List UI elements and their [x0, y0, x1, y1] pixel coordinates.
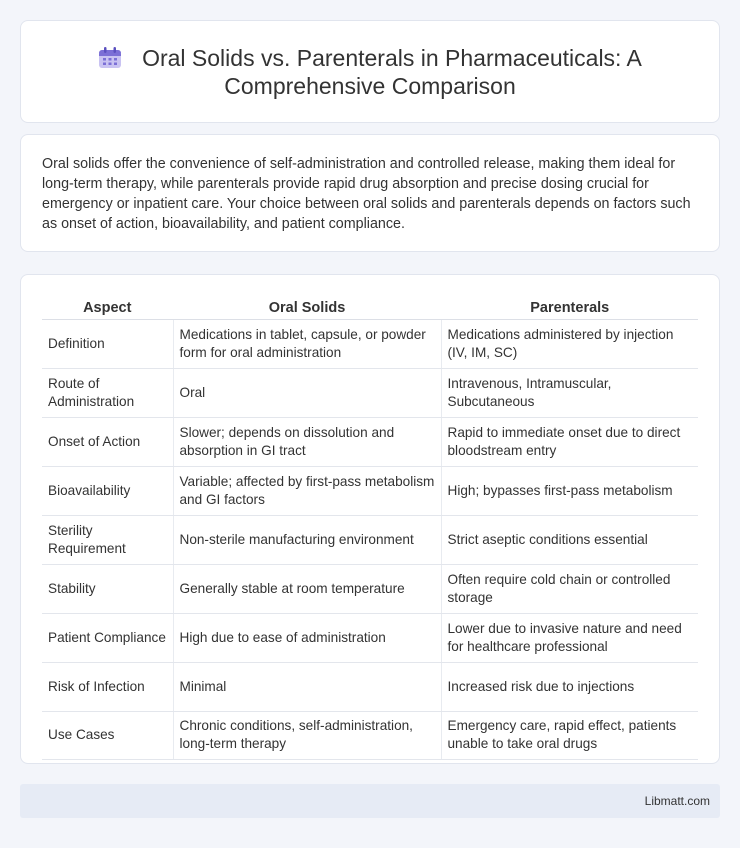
aspect-cell: Risk of Infection [42, 662, 173, 711]
parenterals-cell: Emergency care, rapid effect, patients unable to take oral drugs [441, 711, 698, 759]
parenterals-cell: Lower due to invasive nature and need for healthcare professional [441, 613, 698, 662]
parenterals-cell: Strict aseptic conditions essential [441, 515, 698, 564]
parenterals-cell: Intravenous, Intramuscular, Subcutaneous [441, 368, 698, 417]
header-oral-solids: Oral Solids [173, 297, 441, 319]
parenterals-cell: Increased risk due to injections [441, 662, 698, 711]
aspect-cell: Bioavailability [42, 466, 173, 515]
aspect-cell: Stability [42, 564, 173, 613]
table-row [42, 711, 698, 759]
aspect-cell: Sterility Requirement [42, 515, 173, 564]
oral-solids-cell: Slower; depends on dissolution and absorption in GI tract [173, 417, 441, 466]
table-row [42, 466, 698, 515]
footer-brand-link[interactable]: Libmatt.com [644, 794, 710, 808]
table-row [42, 368, 698, 417]
oral-solids-cell: Oral [173, 368, 441, 417]
parenterals-cell: Often require cold chain or controlled storage [441, 564, 698, 613]
oral-solids-cell: Generally stable at room temperature [173, 564, 441, 613]
oral-solids-cell: Minimal [173, 662, 441, 711]
parenterals-cell: Medications administered by injection (IV, IM, SC) [441, 319, 698, 368]
oral-solids-cell: Variable; affected by first-pass metabolism and GI factors [173, 466, 441, 515]
table-row [42, 662, 698, 711]
header-aspect: Aspect [42, 297, 173, 319]
page-title: Oral Solids vs. Parenterals in Pharmaceuticals: A Comprehensive Comparison [142, 44, 642, 99]
footer-bar [20, 784, 720, 818]
oral-solids-cell: Medications in tablet, capsule, or powder form for oral administration [173, 319, 441, 368]
parenterals-cell: Rapid to immediate onset due to direct bloodstream entry [441, 417, 698, 466]
header-parenterals: Parenterals [441, 297, 698, 319]
aspect-cell: Patient Compliance [42, 613, 173, 662]
comparison-table [42, 297, 698, 760]
parenterals-cell: High; bypasses first-pass metabolism [441, 466, 698, 515]
page-title-block [50, 44, 690, 100]
table-row [42, 564, 698, 613]
oral-solids-cell: High due to ease of administration [173, 613, 441, 662]
table-row [42, 319, 698, 368]
calendar-icon [98, 47, 122, 69]
aspect-cell: Onset of Action [42, 417, 173, 466]
aspect-cell: Route of Administration [42, 368, 173, 417]
table-header-row [42, 297, 698, 319]
comparison-table-card [20, 274, 720, 764]
aspect-cell: Definition [42, 319, 173, 368]
table-row [42, 613, 698, 662]
title-card [20, 20, 720, 123]
intro-paragraph: Oral solids offer the convenience of self-administration and controlled release, making them ideal for long-term therapy, while parenterals provide rapid drug absorption and precise dosing crucial for emergency or inpatient care. Your choice between oral solids and parenterals depends on factors such as onset of action, bioavailability, and patient compliance. [42, 156, 691, 232]
intro-card [20, 134, 720, 252]
oral-solids-cell: Chronic conditions, self-administration, long-term therapy [173, 711, 441, 759]
table-row [42, 515, 698, 564]
oral-solids-cell: Non-sterile manufacturing environment [173, 515, 441, 564]
aspect-cell: Use Cases [42, 711, 173, 759]
table-row [42, 417, 698, 466]
